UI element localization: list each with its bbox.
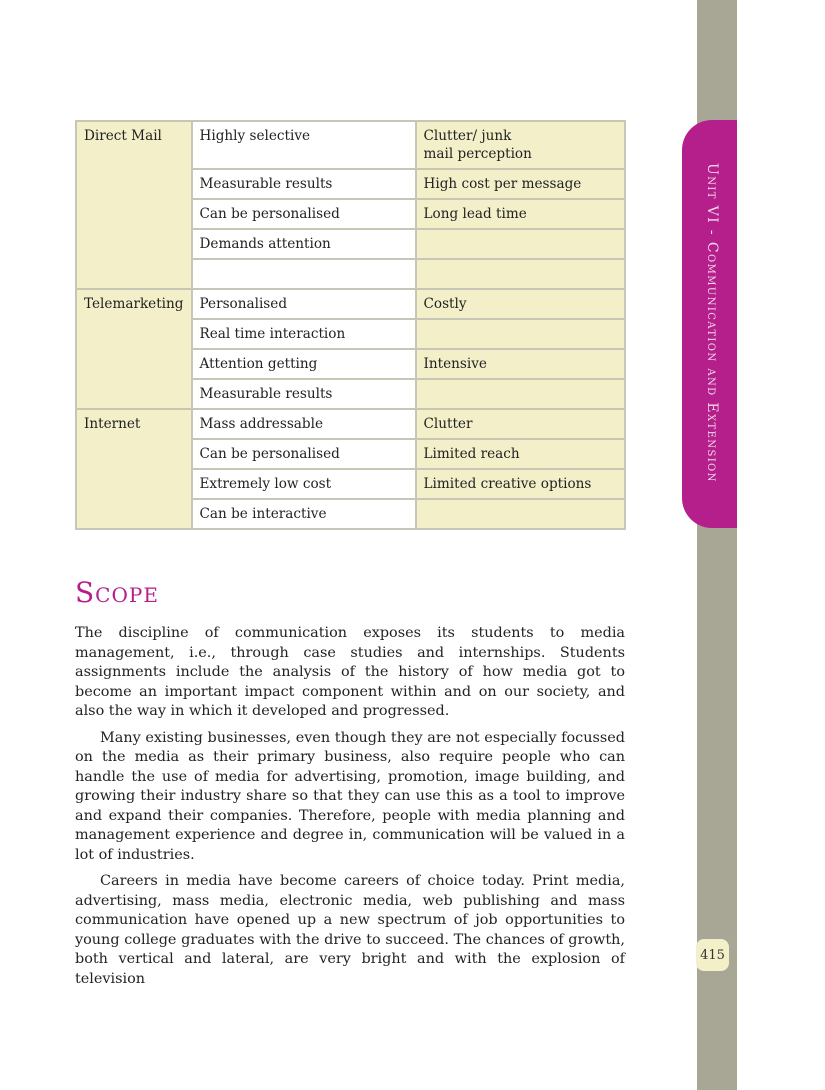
- advantage-cell: Highly selective: [192, 121, 416, 169]
- media-comparison-table: [75, 120, 626, 530]
- advantage-cell: Personalised: [192, 289, 416, 319]
- paragraph: Many existing businesses, even though they are not especially focussed on the media as their primary business, also require people who can handle the use of media for advertising, promotion, image building, and growing their industry share so that they can use this as a tool to improve and expand their companies. Therefore, people with media planning and management experience and degree in, communication will be valued in a lot of industries.: [75, 729, 625, 863]
- disadvantage-cell: Limited reach: [416, 439, 626, 469]
- disadvantage-cell: Clutter/ junk mail perception: [416, 121, 626, 169]
- disadvantage-cell: [416, 229, 626, 259]
- advantage-cell: [192, 259, 416, 289]
- paragraph: Careers in media have become careers of choice today. Print media, advertising, mass media, electronic media, web publishing and mass communication have opened up a new spectrum of job opportunities to young college graduates with the drive to succeed. The chances of growth, both vertical and lateral, are very bright and with the explosion of television: [75, 873, 625, 987]
- section-heading: Scope: [75, 576, 159, 609]
- disadvantage-cell: [416, 259, 626, 289]
- table-row: [76, 289, 625, 319]
- disadvantage-cell: Intensive: [416, 349, 626, 379]
- advantage-cell: Can be interactive: [192, 499, 416, 529]
- disadvantage-cell: Clutter: [416, 409, 626, 439]
- body-text: [75, 624, 625, 996]
- medium-cell: Telemarketing: [76, 289, 192, 409]
- disadvantage-cell: Costly: [416, 289, 626, 319]
- medium-cell: Internet: [76, 409, 192, 529]
- advantage-cell: Mass addressable: [192, 409, 416, 439]
- advantage-cell: Measurable results: [192, 379, 416, 409]
- table-row: [76, 409, 625, 439]
- advantage-cell: Extremely low cost: [192, 469, 416, 499]
- advantage-cell: Demands attention: [192, 229, 416, 259]
- advantage-cell: Measurable results: [192, 169, 416, 199]
- disadvantage-cell: [416, 499, 626, 529]
- disadvantage-cell: Limited creative options: [416, 469, 626, 499]
- medium-cell: Direct Mail: [76, 121, 192, 289]
- advantage-cell: Attention getting: [192, 349, 416, 379]
- advantage-cell: Real time interaction: [192, 319, 416, 349]
- advantage-cell: Can be personalised: [192, 439, 416, 469]
- advantage-cell: Can be personalised: [192, 199, 416, 229]
- disadvantage-cell: Long lead time: [416, 199, 626, 229]
- unit-title: Unit VI - Communication and Extension: [704, 163, 720, 483]
- disadvantage-cell: [416, 319, 626, 349]
- table-row: [76, 121, 625, 169]
- paragraph: The discipline of communication exposes its students to media management, i.e., through case studies and internships. Students assignments include the analysis of the history of how media got to become an important impact component within and on our society, and also the way in which it developed and progressed.: [75, 625, 625, 719]
- disadvantage-cell: High cost per message: [416, 169, 626, 199]
- page-number: 415: [696, 939, 729, 971]
- disadvantage-cell: [416, 379, 626, 409]
